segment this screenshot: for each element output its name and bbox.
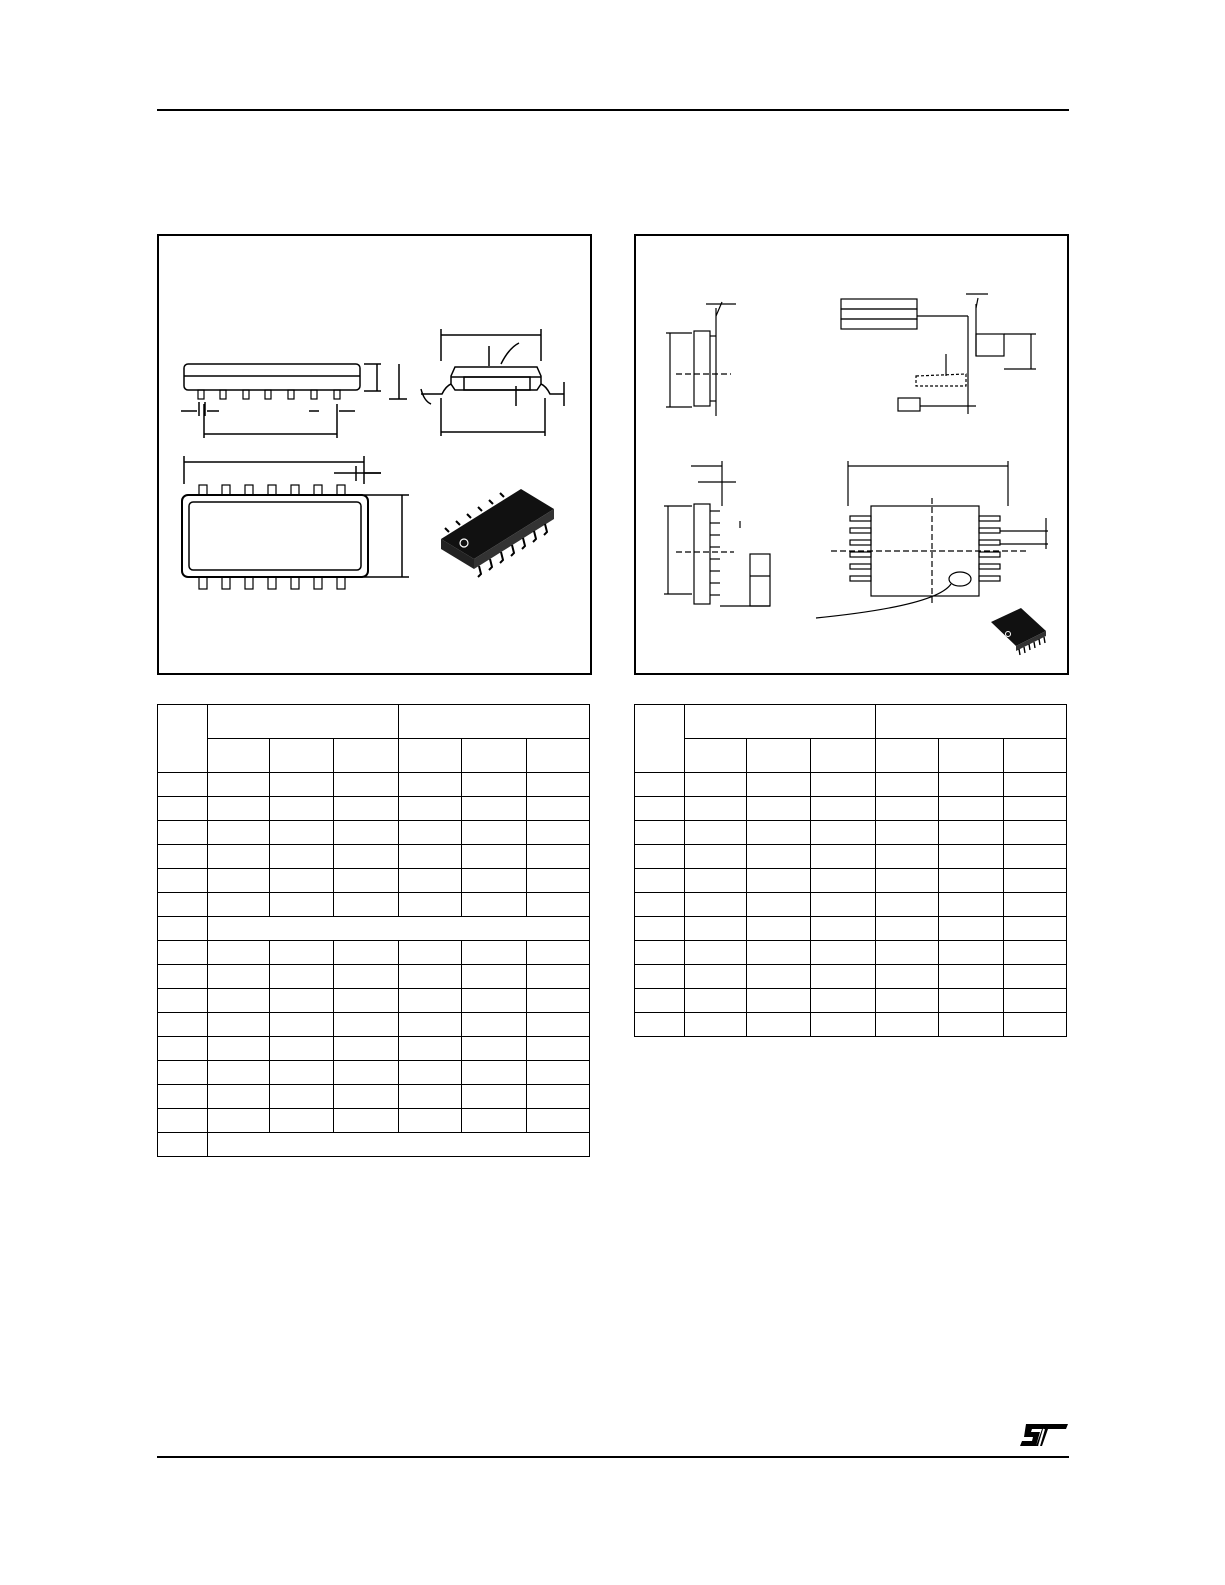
table-cell [208,797,270,821]
table-header-cell [208,705,399,739]
table-cell [158,797,208,821]
table-cell [811,845,876,869]
table-row [158,869,590,893]
table-cell [208,893,270,917]
table-cell [334,821,399,845]
table-row [635,869,1067,893]
table-cell [811,1013,876,1037]
table-cell [158,965,208,989]
table-cell [270,893,334,917]
table-cell [1004,893,1067,917]
table-cell-merged [208,1133,590,1157]
table-cell [747,941,811,965]
table-cell [270,773,334,797]
table-cell [270,1013,334,1037]
table-cell [208,941,270,965]
table-cell [1004,1013,1067,1037]
table-cell [527,773,590,797]
tssop16-dimension-table [634,704,1067,1037]
table-cell [270,965,334,989]
table-row [635,845,1067,869]
table-cell [462,1109,527,1133]
table-header-cell [747,739,811,773]
table-row [635,893,1067,917]
table-cell [635,893,685,917]
table-cell [270,869,334,893]
table-cell [462,893,527,917]
so16-drawing-panel [157,234,592,675]
table-cell [334,941,399,965]
table-row [158,773,590,797]
so16-package-render-icon [441,489,554,577]
table-cell [462,1085,527,1109]
table-cell [399,797,462,821]
table-cell [876,917,939,941]
table-cell [158,989,208,1013]
table-cell [270,989,334,1013]
table-cell [334,1037,399,1061]
table-cell [747,965,811,989]
table-cell [939,869,1004,893]
table-cell [462,869,527,893]
table-header-cell [939,739,1004,773]
table-cell [208,1085,270,1109]
table-cell [334,965,399,989]
table-row [158,797,590,821]
table-subheader-row [158,739,590,773]
table-cell [399,893,462,917]
table-cell [158,821,208,845]
table-cell [1004,917,1067,941]
table-cell [399,845,462,869]
table-cell [939,893,1004,917]
table-cell [270,845,334,869]
table-cell [939,845,1004,869]
table-cell [1004,989,1067,1013]
table-header-cell [158,705,208,773]
table-cell [876,941,939,965]
table-cell [270,1037,334,1061]
table-header-cell [462,739,527,773]
table-row [158,845,590,869]
table-cell [747,773,811,797]
table-header-cell [635,705,685,773]
table-cell [462,845,527,869]
table-cell [527,989,590,1013]
table-cell [747,917,811,941]
table-cell [158,893,208,917]
table-row [158,1109,590,1133]
table-cell [635,797,685,821]
table-cell [811,869,876,893]
top-rule [157,109,1069,111]
table-cell [270,821,334,845]
table-cell [876,989,939,1013]
table-cell [208,1013,270,1037]
table-cell [747,989,811,1013]
table-cell [527,1061,590,1085]
table-cell [208,965,270,989]
table-cell [158,869,208,893]
table-cell [747,797,811,821]
table-cell [527,869,590,893]
table-cell [208,989,270,1013]
table-cell [747,821,811,845]
table-cell [635,989,685,1013]
table-cell [527,821,590,845]
table-cell [747,893,811,917]
table-header-cell [399,739,462,773]
table-cell [399,941,462,965]
table-row [635,773,1067,797]
table-cell [334,1085,399,1109]
table-row [158,965,590,989]
table-cell [399,1061,462,1085]
table-cell [876,869,939,893]
table-cell [208,1037,270,1061]
table-header-cell [208,739,270,773]
so16-outline-drawing [159,236,594,677]
table-cell [270,941,334,965]
table-cell [270,1109,334,1133]
table-row [158,1061,590,1085]
table-cell [462,989,527,1013]
table-cell [334,893,399,917]
table-cell [208,869,270,893]
table-cell [685,989,747,1013]
table-header-cell [811,739,876,773]
table-cell [1004,821,1067,845]
table-cell [685,869,747,893]
table-header-cell [270,739,334,773]
table-cell [811,965,876,989]
table-cell [939,917,1004,941]
table-cell [1004,965,1067,989]
table-row [635,917,1067,941]
table-row [158,893,590,917]
table-cell [939,1013,1004,1037]
table-cell [158,1133,208,1157]
table-cell [462,821,527,845]
table-cell [811,941,876,965]
table-cell [527,797,590,821]
table-cell [399,869,462,893]
table-cell [635,845,685,869]
table-row [635,1013,1067,1037]
table-cell [685,941,747,965]
table-cell [527,1109,590,1133]
table-header-row [158,705,590,739]
table-row [158,1013,590,1037]
table-cell [270,1061,334,1085]
table-cell [635,965,685,989]
table-cell [158,845,208,869]
table-cell [462,797,527,821]
table-cell [876,893,939,917]
table-cell [158,773,208,797]
table-cell [208,845,270,869]
table-cell [685,821,747,845]
table-cell [158,1085,208,1109]
table-row [158,1037,590,1061]
table-row-merged [158,1133,590,1157]
table-cell [635,869,685,893]
table-cell [527,1085,590,1109]
table-header-cell [876,739,939,773]
table-cell [462,965,527,989]
table-cell [747,845,811,869]
tssop16-outline-drawing [636,236,1071,677]
table-header-cell [685,739,747,773]
bottom-rule [157,1456,1069,1458]
table-cell [158,1109,208,1133]
table-cell [334,845,399,869]
table-cell [334,797,399,821]
table-cell [1004,845,1067,869]
table-cell [158,1037,208,1061]
table-cell [811,989,876,1013]
table-header-cell [334,739,399,773]
table-header-cell [527,739,590,773]
table-cell [635,917,685,941]
table-cell [334,1061,399,1085]
table-header-cell [399,705,590,739]
table-cell [334,1109,399,1133]
table-cell [527,965,590,989]
table-header-row [635,705,1067,739]
tssop16-drawing-panel [634,234,1069,675]
table-cell [876,821,939,845]
table-cell [635,1013,685,1037]
table-cell [462,773,527,797]
table-cell [876,965,939,989]
table-cell [939,797,1004,821]
table-row [635,989,1067,1013]
table-cell [939,821,1004,845]
table-cell [334,869,399,893]
table-cell [527,941,590,965]
table-cell [939,773,1004,797]
table-cell [158,917,208,941]
table-cell [334,1013,399,1037]
table-row [635,821,1067,845]
tssop16-package-render-icon [991,608,1046,655]
table-cell [1004,797,1067,821]
table-cell [399,989,462,1013]
table-row [635,797,1067,821]
table-cell [685,773,747,797]
table-cell [208,1061,270,1085]
table-cell [527,1013,590,1037]
table-cell [208,1109,270,1133]
table-cell [527,1037,590,1061]
table-cell [527,845,590,869]
table-cell [685,797,747,821]
st-logo-icon [1020,1422,1070,1448]
table-cell [685,917,747,941]
table-cell [685,965,747,989]
table-cell [1004,869,1067,893]
table-cell [811,773,876,797]
table-cell [462,1061,527,1085]
table-cell [685,893,747,917]
table-cell [334,773,399,797]
table-row [158,1085,590,1109]
table-cell [208,821,270,845]
table-cell [939,941,1004,965]
table-cell [399,1109,462,1133]
table-subheader-row [635,739,1067,773]
table-cell [876,797,939,821]
table-cell [1004,941,1067,965]
table-cell [158,1013,208,1037]
table-cell [1004,773,1067,797]
table-cell [334,989,399,1013]
table-row-merged [158,917,590,941]
table-cell [158,1061,208,1085]
table-cell [399,965,462,989]
table-cell [635,941,685,965]
table-cell [811,821,876,845]
table-cell-merged [208,917,590,941]
so16-dimension-table [157,704,590,1157]
table-cell [685,845,747,869]
table-cell [747,869,811,893]
table-cell [208,773,270,797]
table-cell [270,1085,334,1109]
table-cell [399,1037,462,1061]
table-header-cell [1004,739,1067,773]
table-cell [635,773,685,797]
table-cell [939,989,1004,1013]
table-cell [399,1013,462,1037]
table-cell [939,965,1004,989]
table-cell [527,893,590,917]
table-cell [876,845,939,869]
table-cell [462,941,527,965]
table-cell [462,1037,527,1061]
table-cell [811,797,876,821]
table-cell [635,821,685,845]
table-cell [685,1013,747,1037]
table-header-cell [876,705,1067,739]
table-cell [399,821,462,845]
table-row [635,965,1067,989]
table-cell [399,1085,462,1109]
table-cell [811,917,876,941]
table-header-cell [685,705,876,739]
table-row [158,941,590,965]
table-cell [876,773,939,797]
table-cell [399,773,462,797]
table-cell [462,1013,527,1037]
table-cell [747,1013,811,1037]
table-cell [876,1013,939,1037]
table-cell [158,941,208,965]
table-cell [811,893,876,917]
table-row [158,821,590,845]
table-row [158,989,590,1013]
table-row [635,941,1067,965]
table-cell [270,797,334,821]
